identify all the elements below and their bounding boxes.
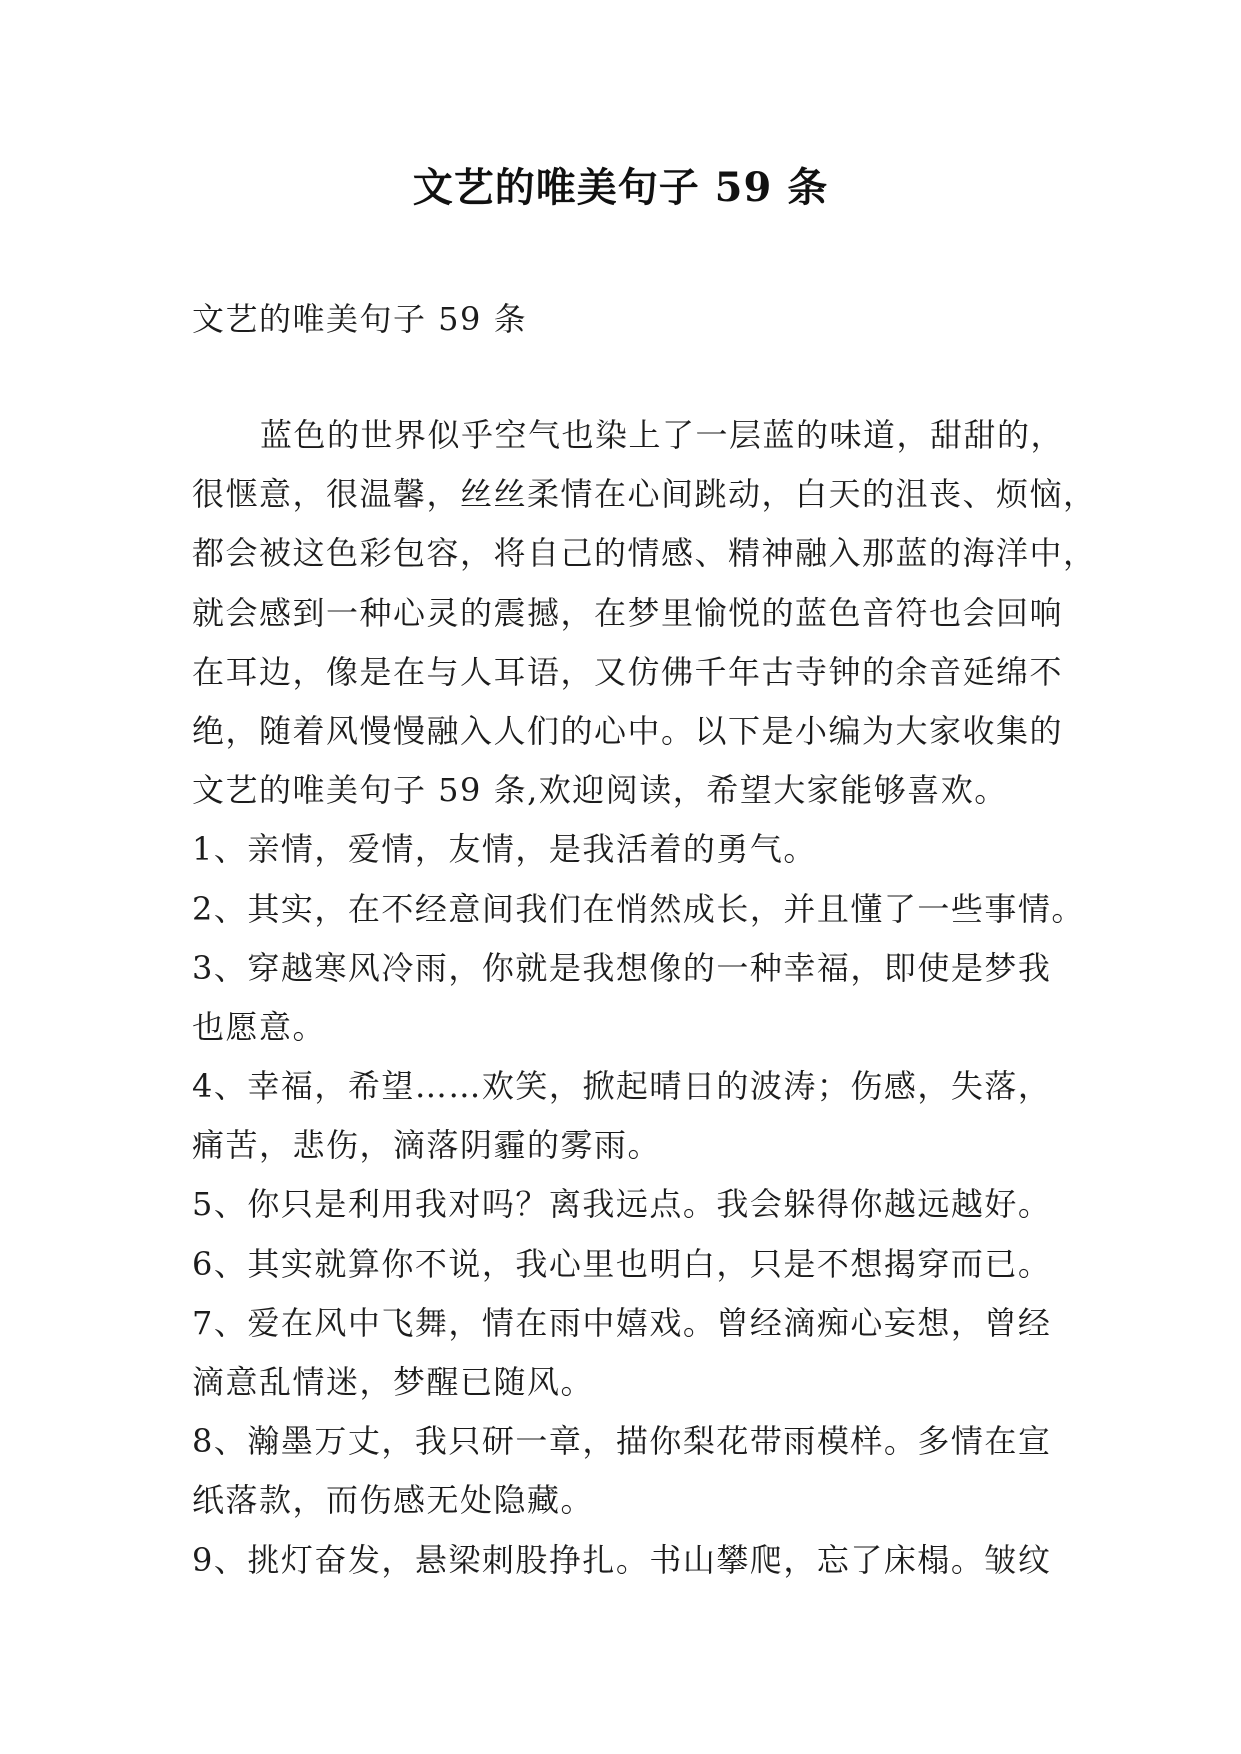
intro-line: 都会被这色彩包容，将自己的情感、精神融入那蓝的海洋中， <box>192 534 1097 573</box>
list-item-line: 7、爱在风中飞舞，情在雨中嬉戏。曾经滴痴心妄想，曾经 <box>192 1303 1052 1342</box>
intro-line: 很惬意，很温馨，丝丝柔情在心间跳动，白天的沮丧、烦恼， <box>192 475 1097 514</box>
list-item-line: 6、其实就算你不说，我心里也明白，只是不想揭穿而已。 <box>192 1244 1052 1283</box>
list-item <box>192 880 1152 939</box>
list-item-line: 5、你只是利用我对吗？离我远点。我会躲得你越远越好。 <box>192 1185 1052 1224</box>
list-item-line: 痛苦，悲伤，滴落阴霾的雾雨。 <box>192 1126 662 1165</box>
list-item-line: 9、挑灯奋发，悬梁刺股挣扎。书山攀爬，忘了床榻。皱纹 <box>192 1540 1052 1579</box>
document-subtitle: 文艺的唯美句子 59 条 <box>192 300 528 338</box>
list-item <box>192 1294 1152 1412</box>
list-item-line: 1、亲情，爱情，友情，是我活着的勇气。 <box>192 830 817 869</box>
intro-line: 文艺的唯美句子 59 条,欢迎阅读，希望大家能够喜欢。 <box>192 771 1008 810</box>
document-body <box>192 406 1152 1590</box>
list-item <box>192 1412 1152 1530</box>
list-item-line: 滴意乱情迷，梦醒已随风。 <box>192 1363 595 1401</box>
list-item <box>192 1531 1152 1590</box>
list-item <box>192 939 1152 1057</box>
list-item-line: 8、瀚墨万丈，我只研一章，描你梨花带雨模样。多情在宣 <box>192 1422 1052 1461</box>
intro-line: 蓝色的世界似乎空气也染上了一层蓝的味道，甜甜的， <box>260 416 1065 454</box>
list-item-line: 4、幸福，希望……欢笑，掀起晴日的波涛；伤感，失落， <box>192 1067 1052 1106</box>
list-item <box>192 1235 1152 1294</box>
list-item <box>192 1175 1152 1234</box>
intro-line: 绝，随着风慢慢融入人们的心中。以下是小编为大家收集的 <box>192 711 1064 750</box>
intro-line: 在耳边，像是在与人耳语，又仿佛千年古寺钟的余音延绵不 <box>192 652 1064 691</box>
list-item <box>192 820 1152 879</box>
intro-paragraph <box>192 406 1152 820</box>
list-item-line: 3、穿越寒风冷雨，你就是我想像的一种幸福，即使是梦我 <box>192 948 1052 987</box>
list-item <box>192 1057 1152 1175</box>
list-item-line: 2、其实，在不经意间我们在悄然成长，并且懂了一些事情。 <box>192 889 1085 928</box>
list-item-line: 纸落款，而伤感无处隐藏。 <box>192 1481 595 1520</box>
intro-line: 就会感到一种心灵的震撼，在梦里愉悦的蓝色音符也会回响 <box>192 593 1064 632</box>
list-item-line: 也愿意。 <box>192 1007 327 1046</box>
document-title: 文艺的唯美句子 59 条 <box>412 164 829 211</box>
